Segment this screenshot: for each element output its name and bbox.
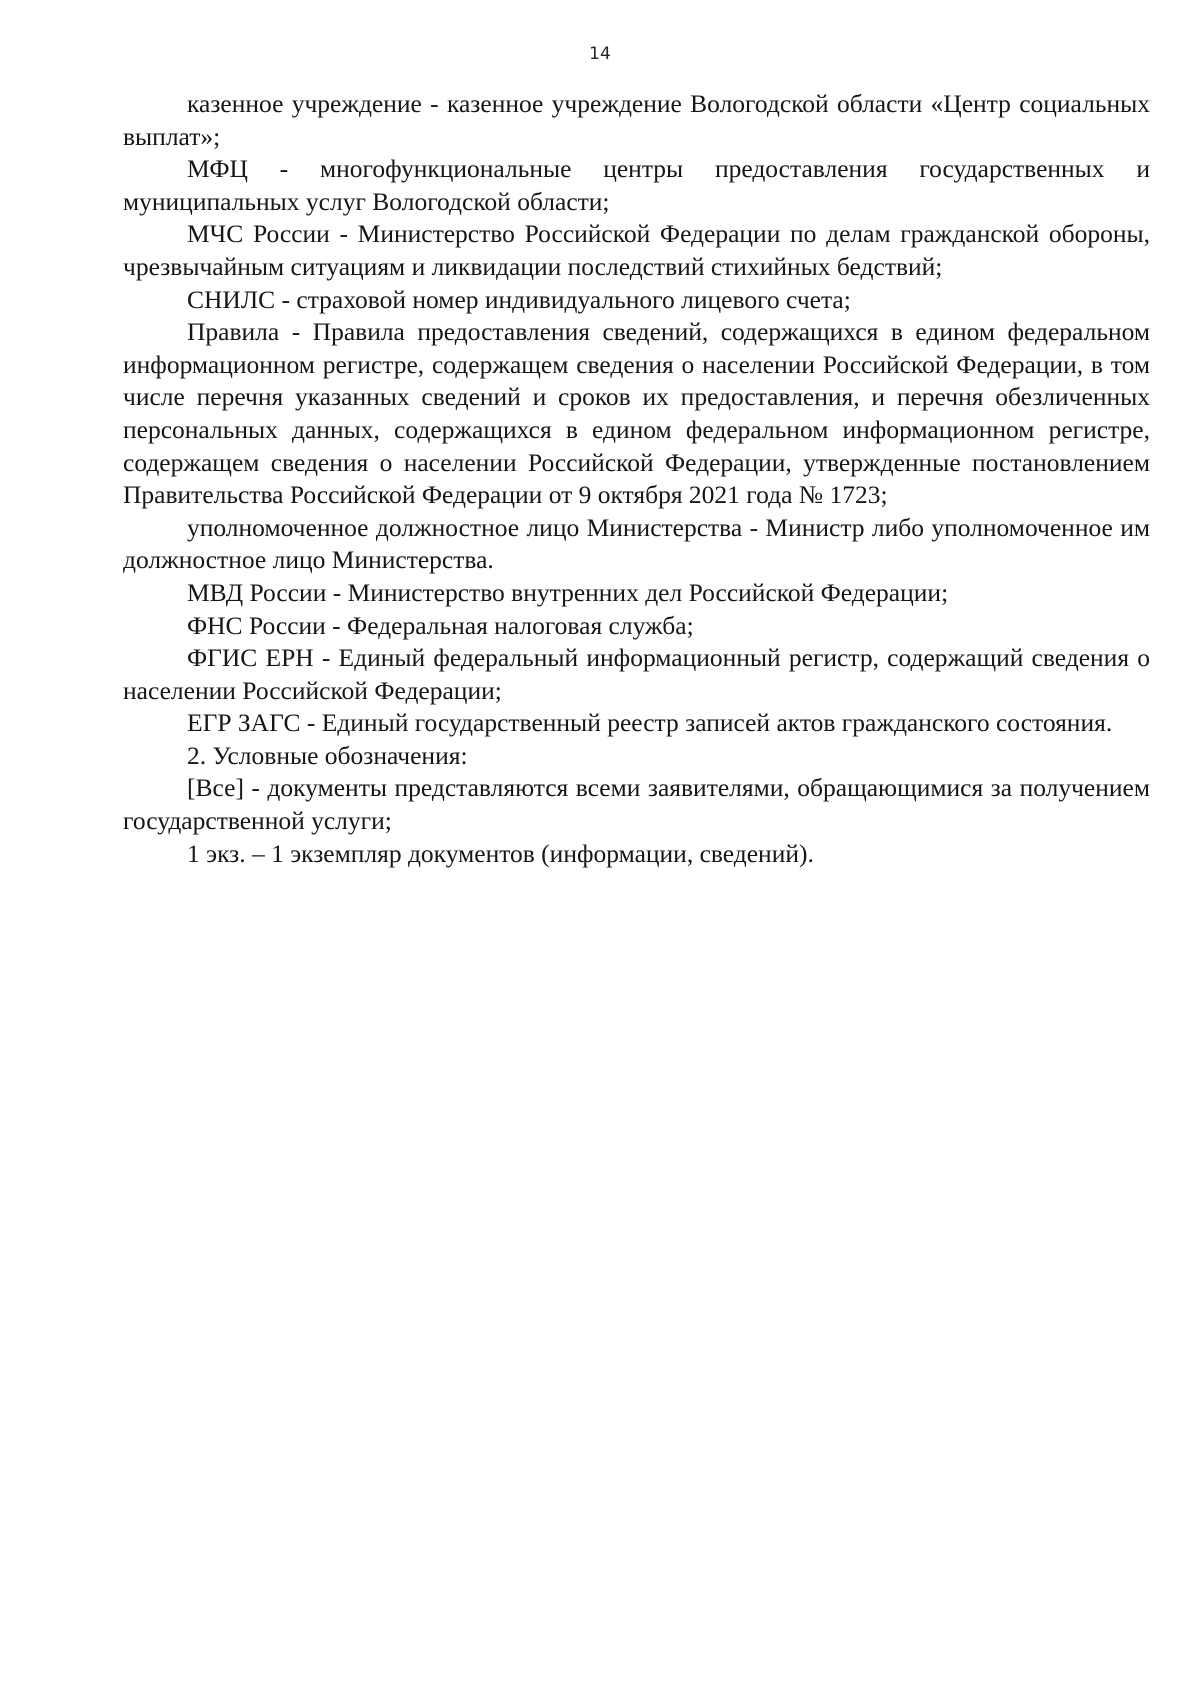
definition-snils: СНИЛС - страховой номер индивидуального лицевого счета; [187, 284, 851, 314]
definition-authorized-official: уполномоченное должностное лицо Министерства - Министр либо уполномоченное им должностное лицо Министерства. [123, 512, 1150, 575]
definition-mvd: МВД России - Министерство внутренних дел Российской Федерации; [187, 577, 949, 607]
section-heading-symbols: 2. Условные обозначения: [187, 740, 468, 770]
definition-mchs: МЧС России - Министерство Российской Федерации по делам гражданской обороны, чрезвычайным ситуациям и ликвидации последствий стихийных бедствий; [123, 219, 1150, 281]
definition-fns: ФНС России - Федеральная налоговая служба; [187, 610, 694, 640]
definition-mfc: МФЦ - многофункциональные центры предоставления государственных и муниципальных услуг Вологодской области; [123, 154, 1150, 216]
symbol-all: [Все] - документы представляются всеми заявителями, обращающимися за получением государственной услуги; [123, 773, 1150, 836]
definition-pravila: Правила - Правила предоставления сведений, содержащихся в едином федеральном информационном регистре, содержащем сведения о населении Российской Федерации, в том числе перечня указанных сведений и сроков их предоставления, и перечня обезличенных персональных данных, содержащихся в едином федеральном информационном регистре, содержащем сведения о населении Российской Федерации, утвержденные постановлением Правительства Российской Федерации от 9 октября 2021 года № 1723; [123, 317, 1150, 510]
definition-egr-zags: ЕГР ЗАГС - Единый государственный реестр записей актов гражданского состояния. [187, 708, 1113, 738]
page-number: 14 [589, 44, 611, 64]
document-body [123, 88, 1150, 870]
definition-fgis-ern: ФГИС ЕРН - Единый федеральный информационный регистр, содержащий сведения о населении Российской Федерации; [123, 643, 1150, 705]
definition-kazennoe-uchrezhdenie: казенное учреждение - казенное учреждение Вологодской области «Центр социальных выплат»; [123, 89, 1150, 151]
symbol-copy: 1 экз. – 1 экземпляр документов (информации, сведений). [187, 838, 814, 868]
